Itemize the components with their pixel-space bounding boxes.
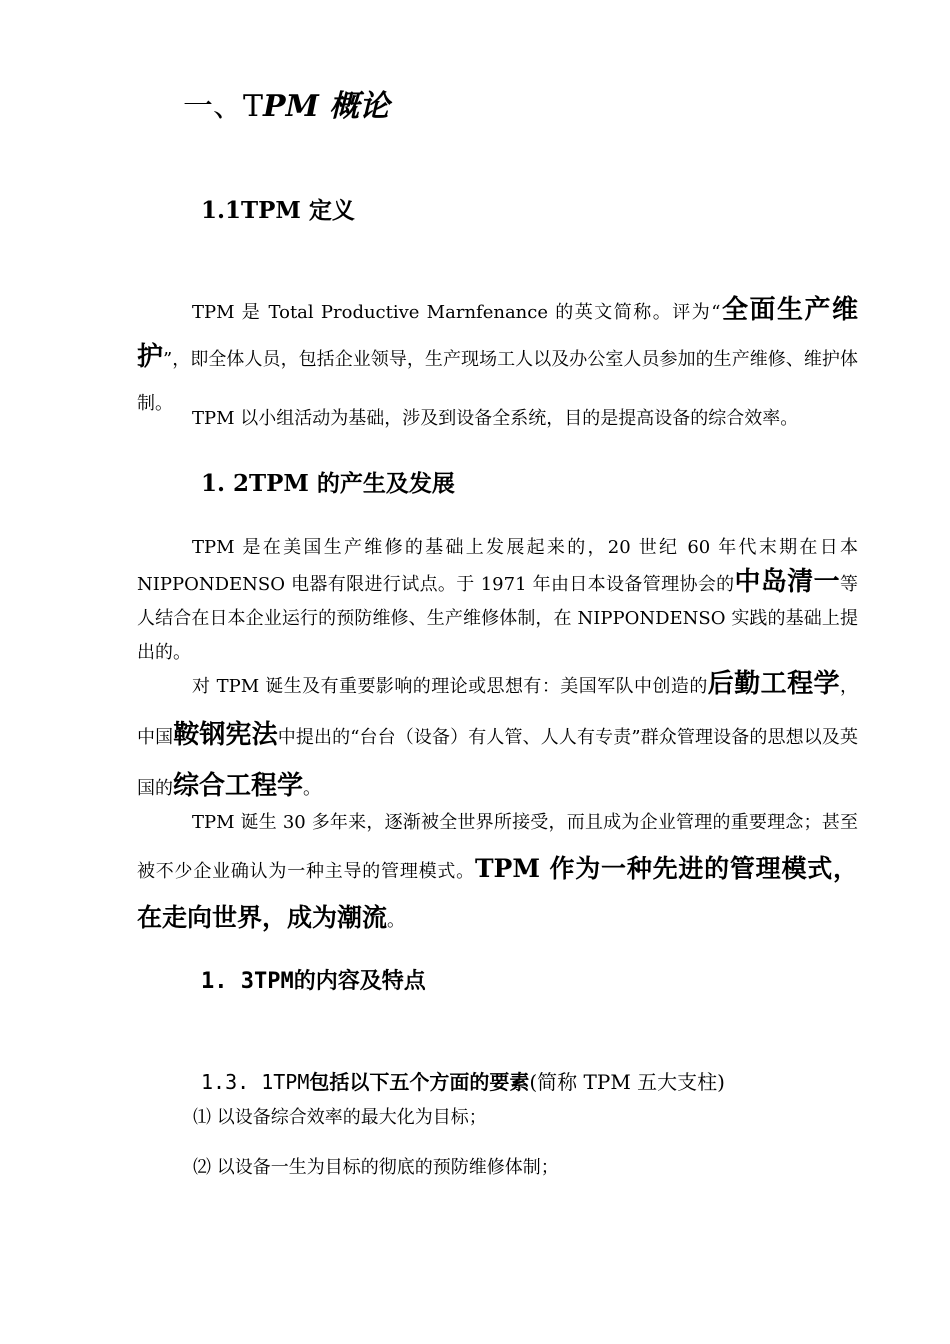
list-item: ⑵ 以设备一生为目标的彻底的预防维修体制； <box>193 1157 559 1178</box>
paragraph-development: TPM 诞生 30 多年来，逐渐被全世界所接受，而且成为企业管理的重要理念；甚至被不少企业确认为一种主导的管理模式。TPM 作为一种先进的管理模式，在走向世界，成为潮流。 <box>137 812 859 932</box>
paragraph-origin: TPM 是在美国生产维修的基础上发展起来的，20 世纪 60 年代末期在日本 NIPPONDENSO 电器有限进行试点。于 1971 年由日本设备管理协会的中岛清一等人结合在日本企业运行的预防维修、生产维修体制，在 NIPPONDENSO 实践的基础上提出的。 <box>137 537 858 663</box>
subsection-heading-1-3-1: 1.3. 1TPM包括以下五个方面的要素(简称 TPM 五大支柱) <box>201 1070 725 1094</box>
section-heading-1-3: 1. 3TPM的内容及特点 <box>201 969 426 994</box>
section-heading-1-1: 1.1TPM 定义 <box>201 197 355 224</box>
section-heading-1-2: 1. 2TPM 的产生及发展 <box>201 470 455 497</box>
paragraph-influences: 对 TPM 诞生及有重要影响的理论或思想有：美国军队中创造的后勤工程学，中国鞍钢宪法中提出的“台台（设备）有人管、人人有专责”群众管理设备的思想以及英国的综合工程学。 <box>137 669 858 801</box>
page-title: 一、TPM 概论 <box>183 89 390 124</box>
list-item: ⑴ 以设备综合效率的最大化为目标； <box>193 1107 487 1128</box>
paragraph-tpm-basis: TPM 以小组活动为基础，涉及到设备全系统，目的是提高设备的综合效率。 <box>192 408 799 429</box>
paragraph-definition: TPM 是 Total Productive Marnfenance 的英文简称。评为“全面生产维护”，即全体人员，包括企业领导，生产现场工人以及办公室人员参加的生产维修、维护体制。 <box>137 295 858 414</box>
